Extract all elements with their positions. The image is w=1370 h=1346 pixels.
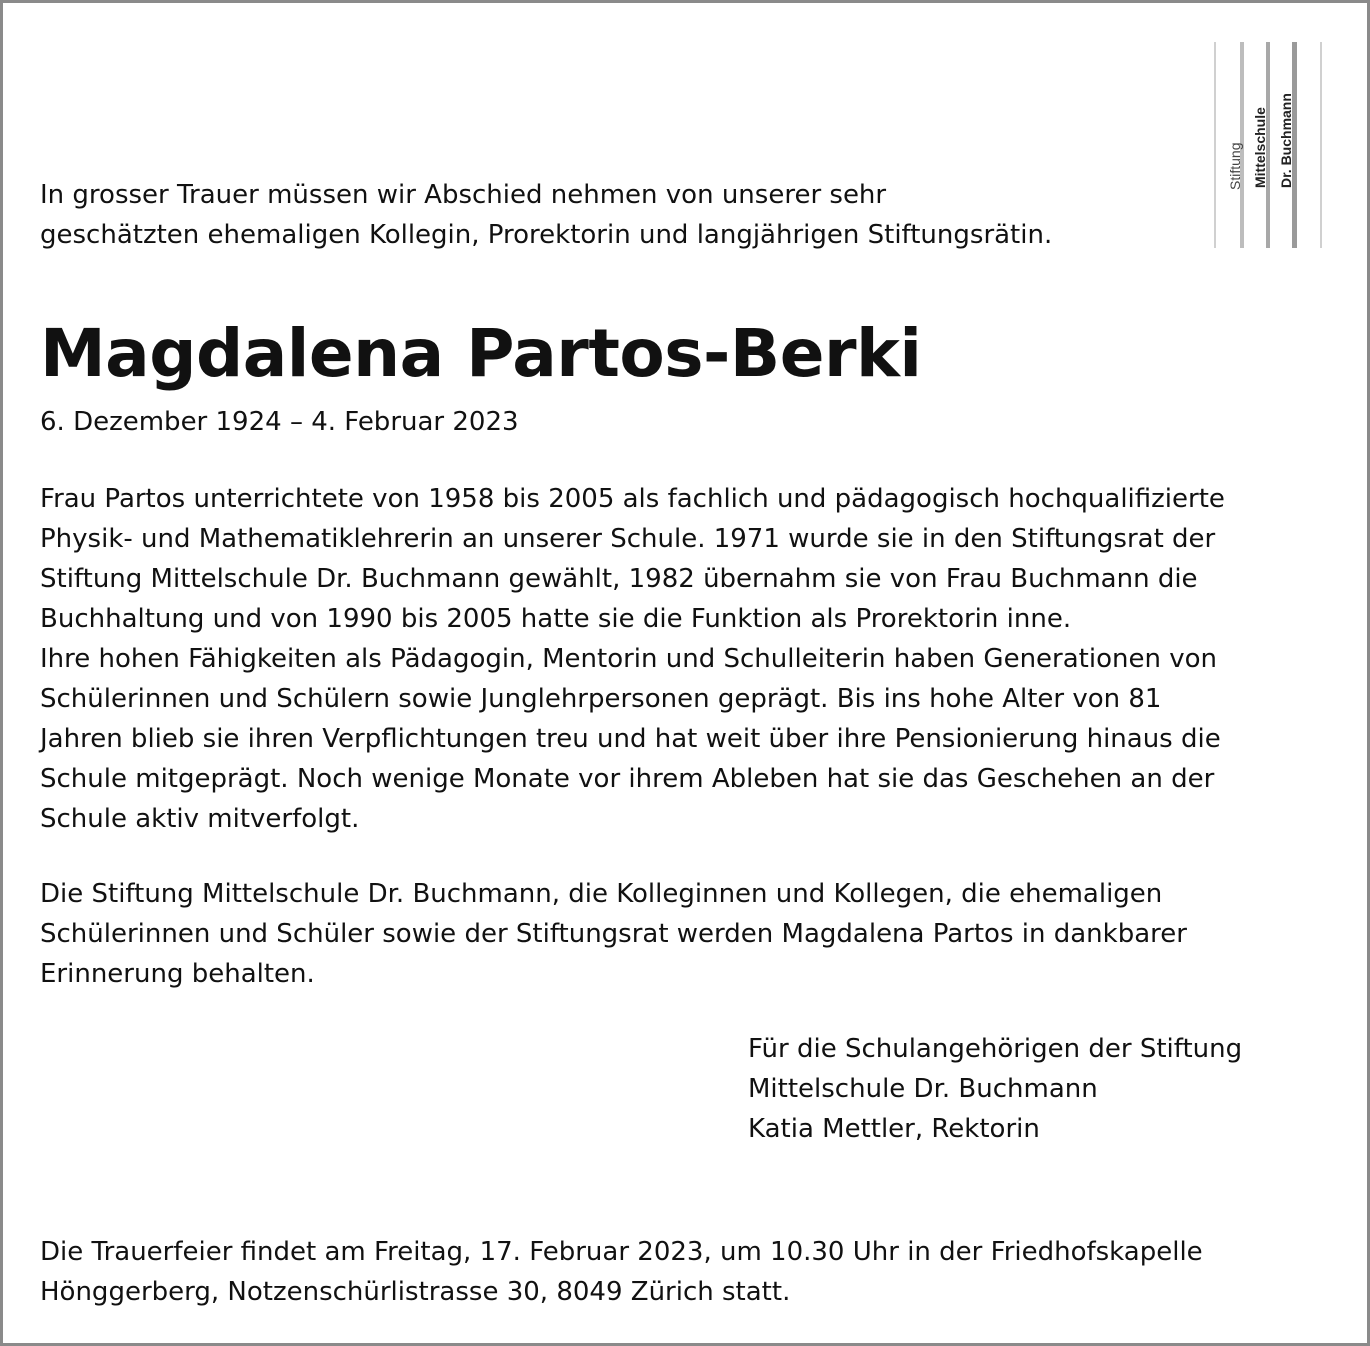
school-logo bbox=[1208, 38, 1328, 252]
signature-block bbox=[748, 1029, 1242, 1149]
funeral-service-info: Die Trauerfeier findet am Freitag, 17. Februar 2023, um 10.30 Uhr in der Friedhofskapelle Hönggerberg, Notzenschürlistrasse 30, 8049 Zürich statt. bbox=[40, 1237, 1203, 1307]
signature-line-1: Für die Schulangehörigen der Stiftung bbox=[748, 1034, 1243, 1064]
life-dates: 6. Dezember 1924 – 4. Februar 2023 bbox=[40, 407, 519, 437]
logo-text-mittelschule: Mittelschule bbox=[1252, 107, 1268, 188]
intro-text: In grosser Trauer müssen wir Abschied nehmen von unserer sehr geschätzten ehemaligen Kollegin, Prorektorin und langjährigen Stiftungsrätin. bbox=[40, 180, 1053, 250]
deceased-name: Magdalena Partos-Berki bbox=[40, 315, 922, 392]
logo-text-stiftung: Stiftung bbox=[1227, 142, 1243, 190]
logo-text-dr-buchmann: Dr. Buchmann bbox=[1278, 93, 1294, 188]
biography-text: Frau Partos unterrichtete von 1958 bis 2005 als fachlich und pädagogisch hochqualifizierte Physik- und Mathematiklehrerin an unserer Schule. 1971 wurde sie in den Stiftungsrat der Stiftung Mittelschule Dr. Buchmann gewählt, 1982 übernahm sie von Frau Buchmann die Buchhaltung und von 1990 bis 2005 hatte sie die Funktion als Prorektorin inne. Ihre hohen Fähigkeiten als Pädagogin, Mentorin und Schulleiterin haben Generationen von Schülerinnen und Schülern sowie Junglehrpersonen geprägt. Bis ins hohe Alter von 81 Jahren blieb sie ihren Verpflichtungen treu und hat weit über ihre Pensionierung hinaus die Schule mitgeprägt. Noch wenige Monate vor ihrem Ableben hat sie das Geschehen an der Schule aktiv mitverfolgt. bbox=[40, 484, 1225, 834]
signature-line-2: Mittelschule Dr. Buchmann bbox=[748, 1074, 1098, 1104]
closing-text: Die Stiftung Mittelschule Dr. Buchmann, die Kolleginnen und Kollegen, die ehemaligen Schülerinnen und Schüler sowie der Stiftungsrat werden Magdalena Partos in dankbarer Erinnerung behalten. bbox=[40, 879, 1187, 989]
signature-line-3: Katia Mettler, Rektorin bbox=[748, 1114, 1040, 1144]
